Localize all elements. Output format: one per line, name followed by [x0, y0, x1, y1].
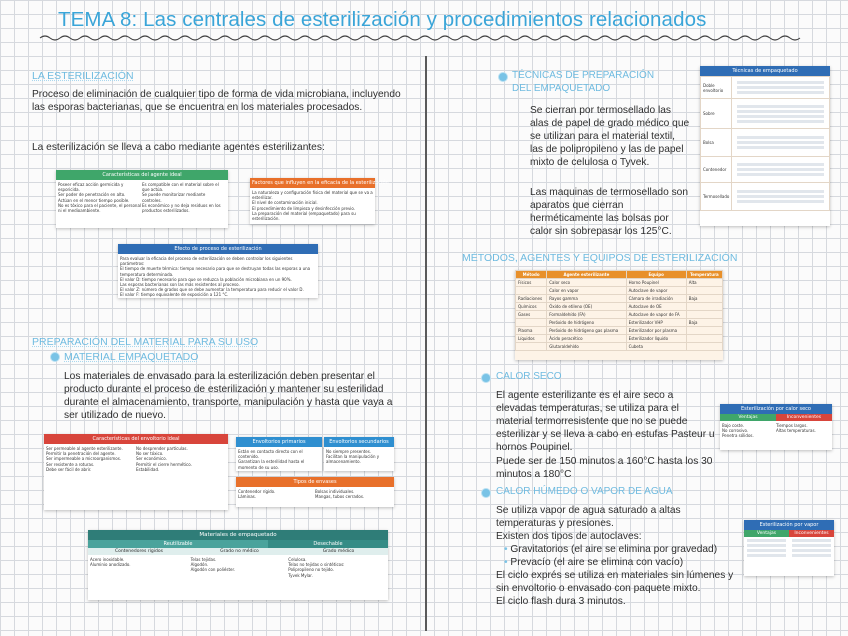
table-cell: Químicos	[516, 303, 547, 311]
table-row	[701, 129, 830, 157]
card-envoltorios-primarios	[236, 437, 322, 471]
paragraph-termosellado: Se cierran por termosellado las alas de papel de grado médico que se utilizan para el material textil, las de polipropileno y las de papel mixto de celulosa o Tyvek.	[530, 105, 690, 168]
col-medico-head: Grado médico	[322, 549, 355, 554]
table-cell: Contenedor	[701, 157, 732, 183]
heading-calor-humedo: CALOR HÚMEDO O VAPOR DE AGUA	[496, 486, 673, 497]
table-cell: Radiaciones	[516, 295, 547, 303]
list-item: El tiempo de muerte térmica: tiempo necesario para que se destruyan todas las esporas a una temperatura determinada.	[120, 266, 311, 277]
calor-seco-inconvenientes-list	[776, 423, 830, 439]
table-cell: Baja	[686, 319, 722, 327]
bullet-dot	[481, 488, 491, 498]
table-cell	[686, 327, 722, 335]
paragraph-calor-seco: El agente esterilizante es el aire seco a elevadas temperaturas, se utiliza para el material termorresistente que no se puede esterilizar y se lleva a cabo en estufas Pasteur u hornos Poupinel.	[496, 390, 715, 453]
table-cell: Cubeta	[626, 343, 686, 351]
secundarios-list	[324, 447, 394, 467]
table-cell: Autoclave de OE	[626, 303, 686, 311]
paragraph-autoclaves: Existen dos tipos de autoclaves:	[496, 531, 642, 542]
list-item: Polipropileno no tejido.	[288, 567, 334, 573]
list-item: Actúan en el menor tiempo posible.	[58, 197, 130, 203]
card-eficacia-title: Factores que influyen en la eficacia de la esterilización	[252, 180, 389, 186]
list-item: La naturaleza y configuración física del material que se va a esterilizar.	[252, 190, 373, 201]
table-cell: Baja	[686, 295, 722, 303]
list-item: Algodón con poliéster.	[190, 567, 236, 573]
list-item: Estabilidad.	[136, 466, 160, 472]
list-item: Están en contacto directo con el contenido.	[238, 449, 303, 460]
heading-esterilizacion: LA ESTERILIZACIÓN	[32, 70, 134, 82]
table-row	[516, 343, 723, 351]
list-item: Permitir el cierre hermético.	[136, 461, 192, 467]
table-cell: Ácido peracético	[547, 335, 626, 343]
heading-tecnicas-l2: DEL EMPAQUETADO	[512, 83, 611, 94]
heading-calor-seco: CALOR SECO	[496, 371, 562, 382]
card-agente-title: Características del agente ideal	[56, 170, 228, 180]
inconvenientes-label: Inconvenientes	[776, 414, 832, 421]
paragraph-envasado: Los materiales de envasado para la esterilización deben presentar el producto durante el proceso de esterilización y mantener su esterilidad durante el almacenamiento, transporte, manipulación y hasta que vaya a ser utilizado de nuevo.	[64, 371, 393, 421]
envoltorio-left-list	[46, 446, 136, 472]
table-cell	[732, 157, 830, 183]
card-eficacia	[250, 178, 389, 224]
ventajas-label: Ventajas	[744, 530, 789, 537]
table-cell: Autoclave de vapor de FA	[626, 311, 686, 319]
table-cell: Calor en vapor	[547, 287, 626, 295]
card-calor-seco	[720, 404, 832, 450]
list-item: Penetra sólidos.	[722, 433, 754, 439]
table-cell	[686, 287, 722, 295]
list-item: Tyvek Mylar.	[288, 572, 313, 578]
list-item: No desprender partículas.	[136, 446, 188, 451]
list-item: Es compatible con el material sobre el que actúa.	[142, 182, 219, 193]
list-item: Bolsas individuales.	[315, 489, 355, 494]
tipos-right-list	[315, 489, 392, 499]
table-cell: Autoclave de vapor	[626, 287, 686, 295]
agente-left-list	[58, 182, 142, 213]
contenedores-list	[90, 557, 191, 578]
table-cell	[516, 319, 547, 327]
table-cell: Esterilizador líquido	[626, 335, 686, 343]
bullet-icon: •	[504, 557, 508, 568]
table-header: Agente esterilizante	[547, 271, 626, 279]
list-item: La preparación del material (empaquetado) para su esterilización.	[252, 210, 356, 222]
primarios-list	[236, 447, 322, 472]
table-cell: Doble envoltorio	[701, 77, 732, 99]
list-item: Ser resistente a roturas.	[46, 461, 95, 467]
table-row	[701, 99, 830, 129]
list-item: El procedimiento de limpieza y desinfección previo.	[252, 205, 356, 211]
table-cell: Esterilizador por plasma	[626, 327, 686, 335]
card-materiales-title: Materiales de empaquetado	[88, 530, 388, 540]
table-cell: Líquidos	[516, 335, 547, 343]
table-cell: Peróxido de hidrógeno	[547, 319, 626, 327]
list-item: Se puede monitorizar mediante controles.	[142, 192, 206, 203]
list-item: Las esporas bacterianas son las más resistentes al proceso.	[120, 282, 240, 288]
list-item: Garantizan la esterilidad hasta el momento de su uso.	[238, 459, 305, 470]
reutilizable-label: Reutilizable	[88, 540, 268, 548]
desechable-label: Desechable	[268, 540, 388, 548]
list-item: Telas tejidas.	[190, 557, 217, 562]
card-secundarios-title: Envoltorios secundarios	[324, 437, 394, 447]
list-item: No ser tóxico.	[136, 451, 164, 457]
card-proceso-title: Efecto de proceso de esterilización	[118, 244, 318, 254]
list-item: Celulosa.	[288, 557, 307, 562]
list-item: Altas temperaturas.	[776, 428, 816, 434]
paragraph-agentes: La esterilización se lleva a cabo mediante agentes esterilizantes:	[32, 142, 325, 153]
bullet-dot	[481, 373, 491, 383]
list-item: Permitir la penetración del agente.	[46, 451, 116, 457]
tipos-left-list	[238, 489, 315, 499]
table-cell	[732, 183, 830, 211]
card-calor-seco-title: Esterilización por calor seco	[720, 404, 832, 414]
bullet-dot	[498, 72, 508, 82]
card-envoltorios-secundarios	[324, 437, 394, 471]
card-tecnicas-empaquetado	[700, 66, 830, 226]
table-cell	[686, 335, 722, 343]
list-item: Láminas.	[238, 494, 257, 500]
table-row	[516, 279, 723, 287]
envoltorio-right-list	[136, 446, 226, 472]
table-row	[516, 335, 723, 343]
page-title: TEMA 8: Las centrales de esterilización y procedimientos relacionados	[58, 8, 707, 31]
tecnicas-table	[700, 76, 830, 211]
column-divider	[425, 56, 427, 631]
autoclave-type-1-label: Gravitatorios (el aire se elimina por gravedad)	[510, 544, 718, 555]
card-primarios-title: Envoltorios primarios	[236, 437, 322, 447]
bullet-icon: •	[504, 544, 508, 555]
table-cell: Peróxido de hidrógeno gas plasma	[547, 327, 626, 335]
card-calor-humedo-title: Esterilización por vapor	[744, 520, 834, 530]
list-item: El nivel de contaminación inicial.	[252, 200, 318, 206]
list-item: Telas no tejidas o sintéticos:	[288, 562, 345, 568]
table-row	[701, 157, 830, 183]
ventajas-label: Ventajas	[720, 414, 776, 421]
table-cell: Horno Poupinel	[626, 279, 686, 287]
card-envoltorio-ideal	[44, 434, 228, 510]
list-item: Mangas, tubos cerrados.	[315, 494, 365, 500]
paragraph-definicion: Proceso de eliminación de cualquier tipo de forma de vida microbiana, incluyendo las esporas bacterianas, que se encuentra en los materiales procesados.	[32, 89, 401, 113]
list-item: Aluminio anodizado.	[90, 562, 131, 568]
col-no-medico-head: Grado no médico	[220, 549, 259, 554]
table-cell: Esterilizador VHP	[626, 319, 686, 327]
paragraph-ciclo-expres: El ciclo exprés se utiliza en materiales sin lúmenes y sin envoltorio o envasado con paquete mixto.	[496, 570, 734, 594]
list-item: Tiempos largos.	[776, 423, 808, 428]
card-calor-humedo	[744, 520, 834, 576]
heading-tecnicas-l1: TÉCNICAS DE PREPARACIÓN	[512, 70, 655, 81]
list-item: Ser permeable al agente esterilizante.	[46, 446, 123, 451]
paragraph-calor-seco-tiempos: Puede ser de 150 minutos a 160°C hasta los 30 minutos a 180°C	[496, 456, 713, 480]
list-item: El valor D: tiempo necesario para que se reduzca la población microbiana en un 90%.	[120, 276, 292, 282]
table-cell: Termosellado	[701, 183, 732, 211]
card-tipos-title: Tipos de envases	[236, 477, 394, 487]
list-item: Poseer eficaz acción germicida y esporicida.	[58, 182, 124, 193]
col-contenedores-head: Contenedores rígidos	[115, 549, 163, 554]
table-cell: Sobre	[701, 99, 732, 129]
card-tecnicas-title: Técnicas de empaquetado	[700, 66, 830, 76]
table-cell	[686, 303, 722, 311]
card-tipos-envases	[236, 477, 394, 507]
list-item: Ser poder de penetración en alto.	[58, 192, 126, 198]
table-header-row	[516, 271, 723, 279]
list-item: Ser impermeable a microorganismos.	[46, 456, 122, 462]
card-agente-ideal	[56, 170, 228, 228]
table-cell: Plasma	[516, 327, 547, 335]
list-item: Contenedor rígido.	[238, 489, 276, 494]
proceso-list	[118, 254, 318, 300]
list-item: Es económico y no deja residuos en los productos esterilizados.	[142, 202, 221, 214]
card-proceso	[118, 244, 318, 298]
metodos-table	[515, 270, 723, 351]
bullet-dot	[50, 352, 60, 362]
list-item: Algodón.	[190, 562, 209, 568]
list-item: El valor F: tiempo equivalente de exposición a 121 °C.	[120, 292, 229, 298]
table-cell: Glutaraldehído	[547, 343, 626, 351]
calor-seco-ventajas-list	[722, 423, 776, 439]
table-cell: Físicos	[516, 279, 547, 287]
table-cell: Formaldehído (FA)	[547, 311, 626, 319]
title-underline-wave	[40, 34, 800, 42]
table-row	[516, 295, 723, 303]
table-row	[701, 183, 830, 211]
autoclave-type-2-label: Prevacío (el aire se elimina con vacío)	[510, 557, 684, 568]
subheading-material-empaquetado: MATERIAL EMPAQUETADO	[64, 351, 199, 363]
table-cell	[732, 77, 830, 99]
table-cell	[732, 129, 830, 157]
list-item: Acero inoxidable.	[90, 557, 125, 562]
table-cell: Calor seco	[547, 279, 626, 287]
autoclave-type-2	[504, 556, 744, 569]
heading-preparacion: PREPARACIÓN DEL MATERIAL PARA SU USO	[32, 336, 259, 348]
table-header: Temperatura	[686, 271, 722, 279]
table-cell: Óxido de etileno (OE)	[547, 303, 626, 311]
list-item: Facilitan la manipulación y almacenamiento.	[326, 454, 380, 465]
list-item: No corrosivo.	[722, 428, 749, 434]
list-item: El valor Z: número de grados que se debe aumentar la temperatura para reducir el valor D.	[120, 287, 304, 293]
table-header: Método	[516, 271, 547, 279]
table-cell: Cámara de irradiación	[626, 295, 686, 303]
table-cell: Bolsa	[701, 129, 732, 157]
table-cell	[732, 99, 830, 129]
table-header: Equipo	[626, 271, 686, 279]
list-item: No siempre presentes.	[326, 449, 372, 454]
table-cell	[516, 343, 547, 351]
paragraph-maquinas: Las maquinas de termosellado son aparatos que cierran herméticamente las bolsas por calor sin sobrepasar los 125°C.	[530, 187, 689, 237]
list-item: Para evaluar la eficacia del proceso de esterilización se deben controlar los siguientes parámetros:	[120, 256, 293, 267]
table-cell: Alta	[686, 279, 722, 287]
paragraph-ciclo-flash: El ciclo flash dura 3 minutos.	[496, 596, 626, 607]
eficacia-list	[250, 188, 375, 223]
paragraph-vapor: Se utiliza vapor de agua saturado a altas temperaturas y presiones.	[496, 505, 681, 529]
table-row	[516, 327, 723, 335]
card-envoltorio-title: Características del envoltorio ideal	[44, 434, 228, 444]
list-item: Bajo coste.	[722, 423, 745, 428]
list-item: Ser económico.	[136, 456, 167, 462]
table-row	[516, 319, 723, 327]
medico-list	[288, 557, 386, 578]
no-medico-list	[191, 557, 289, 578]
inconvenientes-label: Inconvenientes	[789, 530, 834, 537]
heading-metodos: MÉTODOS, AGENTES Y EQUIPOS DE ESTERILIZACIÓN	[462, 252, 738, 264]
card-materiales-empaquetado	[88, 530, 388, 600]
autoclave-type-1	[504, 543, 744, 556]
list-item: No es tóxico para el paciente, el personal ni el medioambiente.	[58, 202, 142, 214]
table-cell	[686, 311, 722, 319]
table-row	[516, 287, 723, 295]
card-metodos-table	[515, 270, 723, 360]
agente-right-list	[142, 182, 226, 213]
table-row	[516, 303, 723, 311]
table-cell: Rayos gamma	[547, 295, 626, 303]
table-cell	[516, 287, 547, 295]
table-cell: Gases	[516, 311, 547, 319]
table-cell	[686, 343, 722, 351]
table-row	[701, 77, 830, 99]
table-row	[516, 311, 723, 319]
list-item: Debe ser fácil de abrir.	[46, 466, 92, 472]
